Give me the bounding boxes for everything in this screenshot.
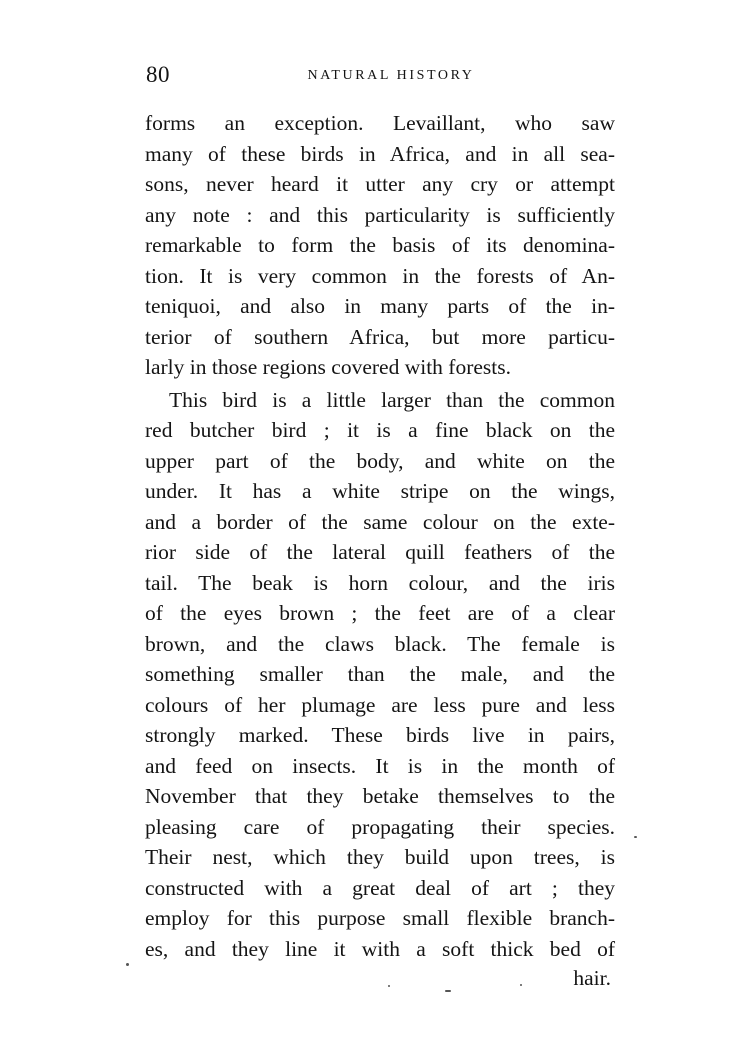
text-line: larly in those regions covered with forests. xyxy=(145,355,512,379)
text-line: brown, and the claws black. The female is xyxy=(145,631,615,656)
text-line: This bird is a little larger than the common xyxy=(169,387,615,412)
text-line: constructed with a great deal of art ; they xyxy=(145,875,615,900)
text-line: tion. It is very common in the forests of An- xyxy=(145,263,615,288)
text-line: red butcher bird ; it is a fine black on the xyxy=(145,418,615,442)
text-line: November that they betake themselves to the xyxy=(145,784,615,808)
catchword: hair. xyxy=(573,966,611,990)
text-line: terior of southern Africa, but more particu- xyxy=(145,324,615,349)
paragraph-2 xyxy=(145,385,615,965)
ink-speck xyxy=(388,985,390,987)
text-line: es, and they line it with a soft thick bed of xyxy=(145,936,615,961)
text-line: and a border of the same colour on the exte- xyxy=(145,509,615,534)
text-line: and feed on insects. It is in the month of xyxy=(145,753,615,778)
body-text xyxy=(145,108,615,964)
running-title: NATURAL HISTORY xyxy=(307,68,475,83)
text-line: Their nest, which they build upon trees, is xyxy=(145,845,615,869)
text-line: under. It has a white stripe on the wings, xyxy=(145,479,615,503)
paragraph-1 xyxy=(145,108,615,383)
text-line: remarkable to form the basis of its denomina- xyxy=(145,233,615,257)
text-line: any note : and this particularity is sufficiently xyxy=(145,202,615,227)
text-line: of the eyes brown ; the feet are of a clear xyxy=(145,601,615,625)
ink-speck xyxy=(445,990,451,992)
text-line: strongly marked. These birds live in pairs, xyxy=(145,723,615,747)
ink-speck xyxy=(126,963,129,966)
page-header xyxy=(146,62,614,92)
text-line: sons, never heard it utter any cry or attempt xyxy=(145,172,615,196)
text-line: upper part of the body, and white on the xyxy=(145,448,615,473)
ink-speck xyxy=(634,836,637,838)
text-line: teniquoi, and also in many parts of the in- xyxy=(145,294,615,318)
ink-speck xyxy=(520,984,522,986)
text-line: many of these birds in Africa, and in all sea- xyxy=(145,141,615,166)
text-line: rior side of the lateral quill feathers of the xyxy=(145,540,615,564)
text-line: colours of her plumage are less pure and less xyxy=(145,692,615,717)
text-line: forms an exception. Levaillant, who saw xyxy=(145,111,615,135)
text-line: something smaller than the male, and the xyxy=(145,662,615,686)
text-line: pleasing care of propagating their species. xyxy=(145,814,615,839)
text-line: employ for this purpose small flexible branch- xyxy=(145,906,615,930)
page-number: 80 xyxy=(146,62,170,87)
text-line: tail. The beak is horn colour, and the iris xyxy=(145,570,615,595)
